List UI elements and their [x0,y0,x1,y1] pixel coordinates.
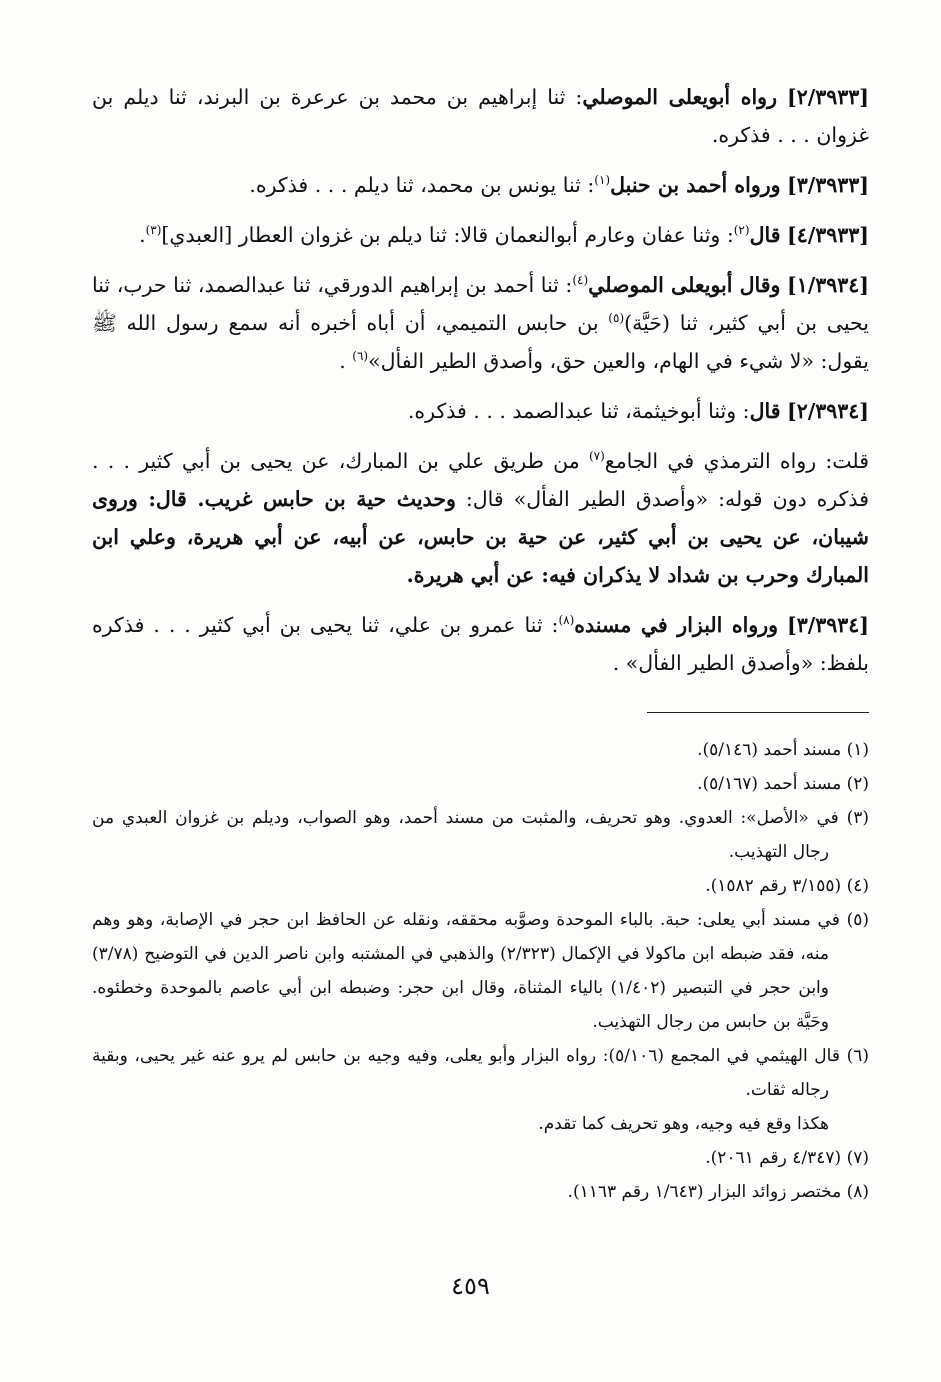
entry-number: [٤/٣٩٣٣] [787,223,869,247]
entry-lead: قال [749,399,781,423]
footnote-marker: (٢) [733,223,750,238]
entry-text: : ثنا عمرو بن علي، ثنا يحيى بن أبي كثير . . . فذكره بلفظ: «وأصدق الطير الفأل» . [92,613,869,675]
footnote-marker: (٧) [588,449,605,464]
commentary [92,442,869,594]
commentary-bold: وحديث حية بن حابس غريب. قال: وروى شيبان، عن يحيى بن أبي كثير، عن حية بن حابس، عن أبيه، عن أبي هريرة، وعلي ابن المبارك وحرب بن شداد لا يذكران فيه: عن أبي هريرة. [92,487,869,587]
entry-text: : ثنا إبراهيم بن محمد بن عرعرة بن البرند، ثنا ديلم بن غزوان . . . فذكره. [92,85,869,147]
entry-lead: ورواه البزار في مسنده [574,613,779,637]
footnote: (٥) في مسند أبي يعلى: حبة. بالباء الموحدة وصوَّبه محققه، ونقله عن الحافظ ابن حجر في الإصابة، وهو وهم منه، فقد ضبطه ابن ماكولا في الإكمال (٢/٣٢٣) والذهبي في المشتبه وابن ناصر الدين في التوضيح (٣/٧٨) وابن حجر في التبصير (١/٤٠٢) بالياء المثناة، وقال ابن حجر: وضبطه ابن أبي عاصم بالموحدة وخطئوه. وحَيَّة بن حابس من رجال التهذيب. [92,910,869,1032]
entry-lead: قال [749,223,781,247]
entry-number: [٣/٣٩٣٤] [787,613,869,637]
footnote-marker: (٤) [572,273,589,288]
main-text [92,78,869,682]
hadith-entry [92,166,869,204]
entry-text: . [339,349,353,373]
entry-text: : وثنا عفان وعارم أبوالنعمان قالا: ثنا ديلم بن غزوان العطار [العبدي] [161,223,734,247]
footnote-marker: (١) [594,173,611,188]
hadith-entry [92,392,869,430]
entry-text: : ثنا أحمد بن إبراهيم الدورقي، ثنا عبدالصمد، ثنا حرب، ثنا يحيى بن أبي كثير، ثنا (حَيَّة) [92,273,869,335]
commentary-text: قلت: رواه الترمذي في الجامع [604,449,869,473]
footnote: (١) مسند أحمد (٥/١٤٦). [697,740,869,760]
footnote: (٨) مختصر زوائد البزار (١/٦٤٣ رقم ١١٦٣). [567,1182,869,1202]
entry-number: [٢/٣٩٣٣] [787,85,869,109]
entry-text: : ثنا يونس بن محمد، ثنا ديلم . . . فذكره. [249,173,595,197]
entry-text: : وثنا أبوخيثمة، ثنا عبدالصمد . . . فذكره. [407,399,750,423]
footnote-marker: (٨) [558,613,575,628]
hadith-entry [92,216,869,254]
entry-number: [٣/٣٩٣٣] [787,173,869,197]
commentary-text: من طريق علي بن المبارك، عن يحيى بن أبي كثير . . . فذكره دون قوله: «وأصدق الطير الفأل» قال: [92,449,869,511]
entry-lead: وقال أبويعلى الموصلي [588,273,781,297]
page-number: ٤٥٩ [451,1272,490,1300]
footnote: (٧) (٤/٣٤٧ رقم ٢٠٦١). [705,1148,869,1168]
entry-lead: ورواه أحمد بن حنبل [610,173,781,197]
footnote-marker: (٥) [608,311,625,326]
footnotes [92,733,869,1209]
footnote-marker: (٣) [145,223,162,238]
entry-lead: رواه أبويعلى الموصلي [582,85,777,109]
footnote-marker: (٦) [352,349,369,364]
footnote: (٤) (٣/١٥٥ رقم ١٥٨٢). [705,876,869,896]
hadith-entry [92,606,869,682]
footnote: (٢) مسند أحمد (٥/١٦٧). [697,774,869,794]
footnote-continuation: هكذا وقع فيه وجيه، وهو تحريف كما تقدم. [538,1114,829,1134]
entry-text: بن حابس التميمي، أن أباه أخبره أنه سمع رسول الله ﷺ يقول: «لا شيء في الهام، والعين حق، وأصدق الطير الفأل» [92,311,869,373]
footnote: (٦) قال الهيثمي في المجمع (٥/١٠٦): رواه البزار وأبو يعلى، وفيه وجيه بن حابس لم يرو عنه غير يحيى، وبقية رجاله ثقات. [92,1046,869,1100]
footnote: (٣) في «الأصل»: العدوي. وهو تحريف، والمثبت من مسند أحمد، وهو الصواب، وديلم بن غزوان العبدي من رجال التهذيب. [92,808,869,862]
footnote-divider [647,712,869,713]
entry-number: [٢/٣٩٣٤] [787,399,869,423]
hadith-entry [92,78,869,154]
hadith-entry [92,266,869,380]
entry-text: . [139,223,146,247]
entry-number: [١/٣٩٣٤] [787,273,869,297]
